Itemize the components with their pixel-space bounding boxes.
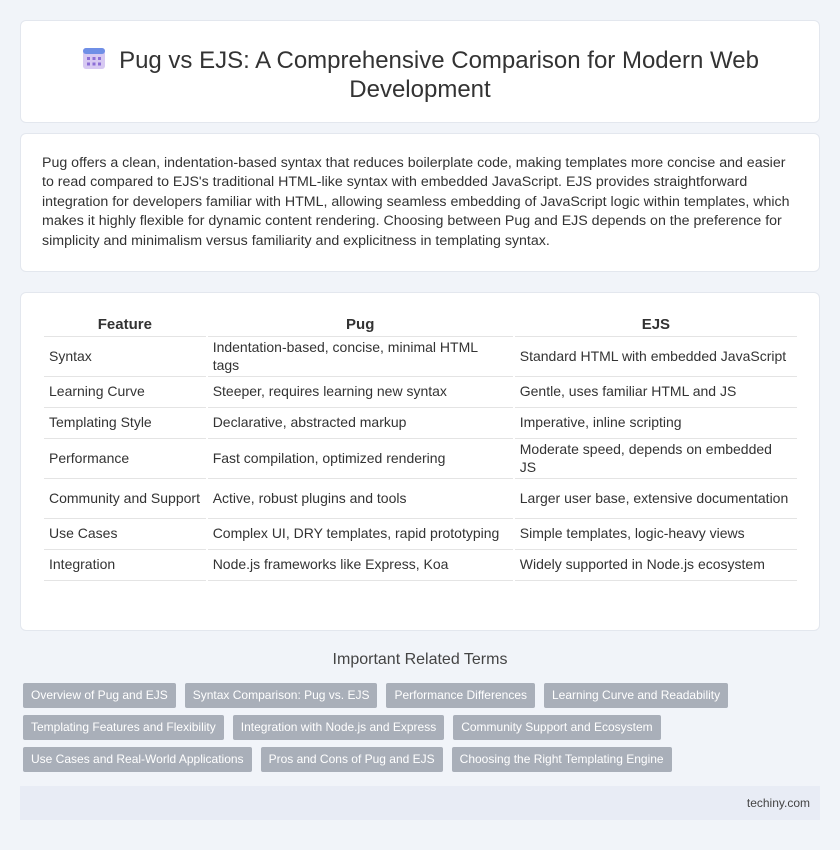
- ejs-cell: Moderate speed, depends on embedded JS: [515, 439, 797, 479]
- pug-cell: Declarative, abstracted markup: [208, 408, 513, 439]
- tag-link[interactable]: Syntax Comparison: Pug vs. EJS: [185, 683, 378, 708]
- related-terms-tags: [23, 683, 823, 779]
- title-card: [20, 20, 820, 123]
- tag-link[interactable]: Overview of Pug and EJS: [23, 683, 176, 708]
- ejs-cell: Imperative, inline scripting: [515, 408, 797, 439]
- page-title: [21, 45, 819, 104]
- tag-row: [23, 747, 823, 779]
- tag-link[interactable]: Use Cases and Real-World Applications: [23, 747, 252, 772]
- tag-link[interactable]: Learning Curve and Readability: [544, 683, 728, 708]
- pug-cell: Steeper, requires learning new syntax: [208, 377, 513, 408]
- related-terms-heading: Important Related Terms: [332, 651, 508, 668]
- tag-link[interactable]: Integration with Node.js and Express: [233, 715, 444, 740]
- pug-cell: Fast compilation, optimized rendering: [208, 439, 513, 479]
- table-row: [44, 519, 797, 550]
- feature-cell: Integration: [44, 550, 206, 581]
- calendar-icon: [81, 45, 107, 71]
- tag-link[interactable]: Templating Features and Flexibility: [23, 715, 224, 740]
- pug-cell: Active, robust plugins and tools: [208, 479, 513, 519]
- ejs-cell: Simple templates, logic-heavy views: [515, 519, 797, 550]
- header-feature: Feature: [44, 315, 206, 337]
- table-row: [44, 408, 797, 439]
- header-pug: Pug: [208, 315, 513, 337]
- intro-card: [20, 133, 820, 272]
- feature-cell: Use Cases: [44, 519, 206, 550]
- feature-cell: Performance: [44, 439, 206, 479]
- pug-cell: Node.js frameworks like Express, Koa: [208, 550, 513, 581]
- feature-cell: Learning Curve: [44, 377, 206, 408]
- ejs-cell: Larger user base, extensive documentation: [515, 479, 797, 519]
- table-row: [44, 550, 797, 581]
- table-row: [44, 377, 797, 408]
- table-header-row: [44, 315, 797, 337]
- tag-row: [23, 715, 823, 747]
- intro-paragraph: Pug offers a clean, indentation-based syntax that reduces boilerplate code, making templates more concise and easier to read compared to EJS's traditional HTML-like syntax with embedded JavaScript. EJS provides straightforward integration for developers familiar with HTML, allowing seamless embedding of JavaScript logic within templates, which makes it highly flexible for dynamic content rendering. Choosing between Pug and EJS depends on the preference for simplicity and minimalism versus familiarity and explicitness in templating syntax.: [42, 155, 790, 249]
- tag-link[interactable]: Community Support and Ecosystem: [453, 715, 660, 740]
- feature-cell: Templating Style: [44, 408, 206, 439]
- footer-site: techiny.com: [746, 796, 810, 810]
- ejs-cell: Standard HTML with embedded JavaScript: [515, 337, 797, 377]
- header-ejs: EJS: [515, 315, 797, 337]
- tag-row: [23, 683, 823, 715]
- page-title-text: Pug vs EJS: A Comprehensive Comparison for Modern Web Development: [119, 47, 759, 103]
- table-row: [44, 337, 797, 377]
- feature-cell: Syntax: [44, 337, 206, 377]
- tag-link[interactable]: Pros and Cons of Pug and EJS: [261, 747, 443, 772]
- ejs-cell: Gentle, uses familiar HTML and JS: [515, 377, 797, 408]
- table-row: [44, 439, 797, 479]
- pug-cell: Complex UI, DRY templates, rapid prototyping: [208, 519, 513, 550]
- footer: [20, 786, 820, 820]
- pug-cell: Indentation-based, concise, minimal HTML tags: [208, 337, 513, 377]
- comparison-card: [20, 292, 820, 631]
- tag-link[interactable]: Choosing the Right Templating Engine: [452, 747, 672, 772]
- comparison-table: [42, 315, 799, 581]
- tag-link[interactable]: Performance Differences: [386, 683, 535, 708]
- feature-cell: Community and Support: [44, 479, 206, 519]
- ejs-cell: Widely supported in Node.js ecosystem: [515, 550, 797, 581]
- table-row: [44, 479, 797, 519]
